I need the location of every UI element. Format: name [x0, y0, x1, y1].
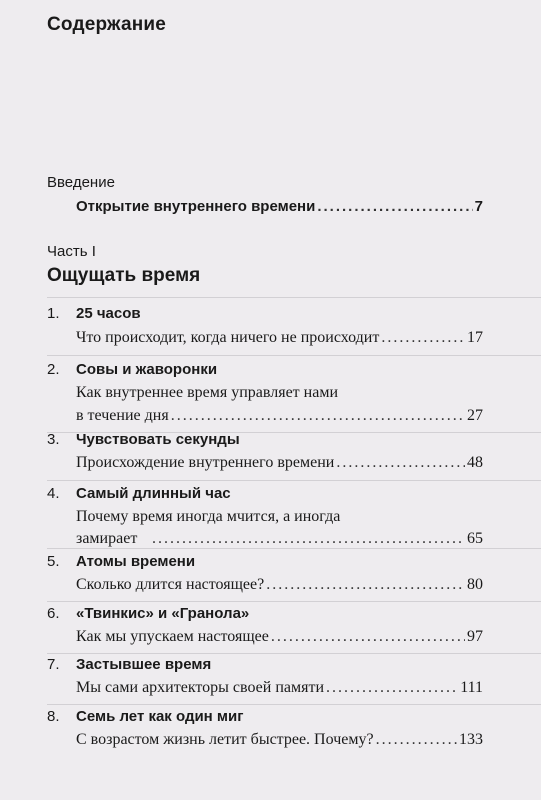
divider [47, 601, 541, 602]
chapter-subtitle: Происхождение внутреннего времени [76, 454, 335, 471]
divider [47, 653, 541, 654]
chapter-number: 6. [47, 605, 60, 622]
chapter-number: 8. [47, 708, 60, 725]
chapter-subtitle-line [76, 679, 483, 697]
chapter-page: 80 [467, 576, 483, 593]
leader-dots [326, 679, 458, 697]
part-label: Часть I [47, 243, 96, 260]
leader-dots [317, 198, 472, 215]
chapter-subtitle: Мы сами архитекторы своей памяти [76, 679, 325, 696]
chapter-title: Атомы времени [76, 553, 196, 570]
chapter-subtitle: Почему время иногда мчится, а иногда [76, 508, 341, 525]
chapter-subtitle: Как внутреннее время управляет нами [76, 384, 339, 401]
chapter-title: «Твинкис» и «Гранола» [76, 605, 250, 622]
chapter-subtitle-line [76, 731, 483, 749]
chapter-subtitle: Что происходит, когда ничего не происходит [76, 329, 380, 346]
leader-dots [336, 454, 465, 472]
chapter-number: 2. [47, 361, 60, 378]
chapter-subtitle-line [76, 576, 483, 594]
chapter-subtitle: Как мы упускаем настоящее [76, 628, 269, 645]
leader-dots [152, 530, 465, 548]
chapter-subtitle: замирает [76, 530, 138, 547]
leader-dots [271, 628, 465, 646]
chapter-page: 133 [459, 731, 483, 748]
chapter-title: Застывшее время [76, 656, 212, 673]
divider [47, 297, 541, 298]
page-title: Содержание [47, 14, 167, 35]
chapter-number: 1. [47, 305, 60, 322]
chapter-title: Семь лет как один миг [76, 708, 244, 725]
divider [47, 480, 541, 481]
chapter-title: Совы и жаворонки [76, 361, 218, 378]
divider [47, 548, 541, 549]
chapter-number: 7. [47, 656, 60, 673]
chapter-subtitle-line [76, 454, 483, 472]
leader-dots [171, 407, 465, 425]
chapter-number: 5. [47, 553, 60, 570]
chapter-subtitle-line [76, 407, 483, 425]
chapter-page: 48 [467, 454, 483, 471]
chapter-page: 17 [467, 329, 483, 346]
intro-entry [76, 198, 483, 215]
chapter-page: 97 [467, 628, 483, 645]
intro-entry-title: Открытие внутреннего времени [76, 198, 316, 215]
chapter-subtitle-line [76, 329, 483, 347]
leader-dots [381, 329, 465, 347]
chapter-subtitle: Сколько длится настоящее? [76, 576, 265, 593]
chapter-title: 25 часов [76, 305, 141, 322]
divider [47, 355, 541, 356]
chapter-subtitle-line [150, 530, 483, 548]
chapter-title: Самый длинный час [76, 485, 231, 502]
intro-label: Введение [47, 174, 115, 191]
chapter-page: 111 [460, 679, 483, 696]
chapter-page: 27 [467, 407, 483, 424]
chapter-subtitle-line [76, 628, 483, 646]
leader-dots [266, 576, 465, 594]
chapter-subtitle: в течение дня [76, 407, 169, 424]
part-title: Ощущать время [47, 265, 201, 286]
divider [47, 704, 541, 705]
chapter-subtitle: С возрастом жизнь летит быстрее. Почему? [76, 731, 374, 748]
leader-dots [376, 731, 457, 749]
intro-entry-page: 7 [474, 198, 483, 215]
chapter-page: 65 [467, 530, 483, 547]
chapter-number: 3. [47, 431, 60, 448]
chapter-title: Чувствовать секунды [76, 431, 240, 448]
chapter-number: 4. [47, 485, 60, 502]
